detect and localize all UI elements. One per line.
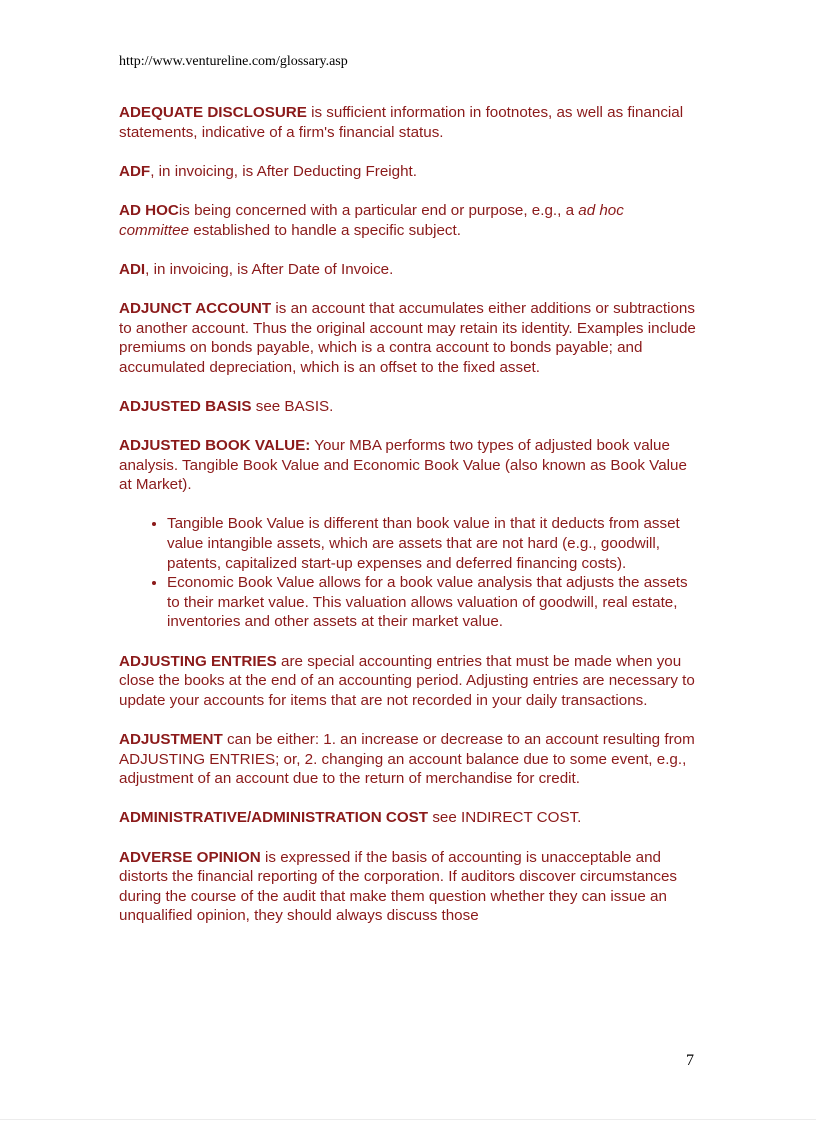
glossary-definition: is sufficient information in footnotes, as well as financial statements, indicative of a firm's financial status. xyxy=(119,104,684,141)
glossary-definition: Your MBA performs two types of adjusted book value analysis. Tangible Book Value and Economic Book Value (also known as Book Value at Market). xyxy=(119,437,687,494)
glossary-entry-adequate-disclosure xyxy=(119,103,697,142)
glossary-entry-administrative-cost xyxy=(119,808,697,828)
glossary-entry-adf xyxy=(119,162,697,182)
glossary-term: ADF xyxy=(119,162,151,180)
glossary-definition: see INDIRECT COST. xyxy=(428,809,582,827)
glossary-term: ADJUSTMENT xyxy=(119,731,223,748)
book-value-bullet-list xyxy=(119,514,697,632)
glossary-entry-adjustment xyxy=(119,730,697,789)
glossary-definition: , in invoicing, is After Date of Invoice. xyxy=(145,260,394,278)
glossary-entry-ad-hoc xyxy=(119,201,697,240)
glossary-italic-term: ad hoc committee xyxy=(119,201,624,239)
glossary-entry-adi xyxy=(119,260,697,280)
glossary-definition: can be either: 1. an increase or decrease to an account resulting from ADJUSTING ENTRIES; or, 2. changing an account balance due to some event, e.g., adjustment of an account due to the return of merchandise for credit. xyxy=(119,731,695,788)
glossary-entry-adjunct-account xyxy=(119,299,697,377)
glossary-definition: is expressed if the basis of accounting is unacceptable and distorts the financial reporting of the corporation. If auditors discover circumstances during the course of the audit that make them question whether they can issue an unqualified opinion, they should always discuss those xyxy=(119,848,677,925)
glossary-term: AD HOC xyxy=(119,201,179,219)
glossary-definition: is an account that accumulates either additions or subtractions to another account. Thus the original account may retain its identity. Examples include premiums on bonds payable, which is a contra account to bonds payable; and accumulated depreciation, which is an offset to the fixed asset. xyxy=(119,299,696,376)
glossary-entry-adjusted-book-value xyxy=(119,436,697,495)
glossary-term: ADJUSTING ENTRIES xyxy=(119,652,277,670)
page-bottom-divider xyxy=(0,1119,816,1120)
list-item: • Tangible Book Value is different than book value in that it deducts from asset value intangible assets, which are assets that are not hard (e.g., goodwill, patents, capitalized start-up expenses and deferred financing costs). xyxy=(167,514,697,573)
glossary-term: ADJUNCT ACCOUNT xyxy=(119,299,272,317)
header-url: http://www.ventureline.com/glossary.asp xyxy=(119,54,348,69)
glossary-definition: are special accounting entries that must be made when you close the books at the end of an accounting period. Adjusting entries are necessary to update your accounts for items that are not recorded in your daily transactions. xyxy=(119,652,695,709)
glossary-entry-adjusted-basis xyxy=(119,397,697,417)
page-number: 7 xyxy=(686,1052,694,1069)
glossary-term: ADI xyxy=(119,260,146,278)
list-item: • Economic Book Value allows for a book value analysis that adjusts the assets to their market value. This valuation allows valuation of goodwill, real estate, inventories and other assets at their market value. xyxy=(167,573,697,632)
glossary-definition: is being concerned with a particular end or purpose, e.g., a xyxy=(178,201,579,219)
glossary-term: ADVERSE OPINION xyxy=(119,848,261,866)
glossary-entry-adjusting-entries xyxy=(119,652,697,711)
glossary-term: ADJUSTED BASIS xyxy=(119,397,252,415)
glossary-term: ADJUSTED BOOK VALUE: xyxy=(119,437,311,455)
glossary-definition: see BASIS. xyxy=(251,397,334,415)
glossary-term: ADEQUATE DISCLOSURE xyxy=(119,104,307,121)
glossary-definition: , in invoicing, is After Deducting Freight. xyxy=(150,162,417,180)
glossary-term: ADMINISTRATIVE/ADMINISTRATION COST xyxy=(119,809,429,827)
glossary-entry-adverse-opinion xyxy=(119,848,697,926)
glossary-body xyxy=(119,103,697,946)
glossary-definition-tail: established to handle a specific subject. xyxy=(189,221,461,239)
